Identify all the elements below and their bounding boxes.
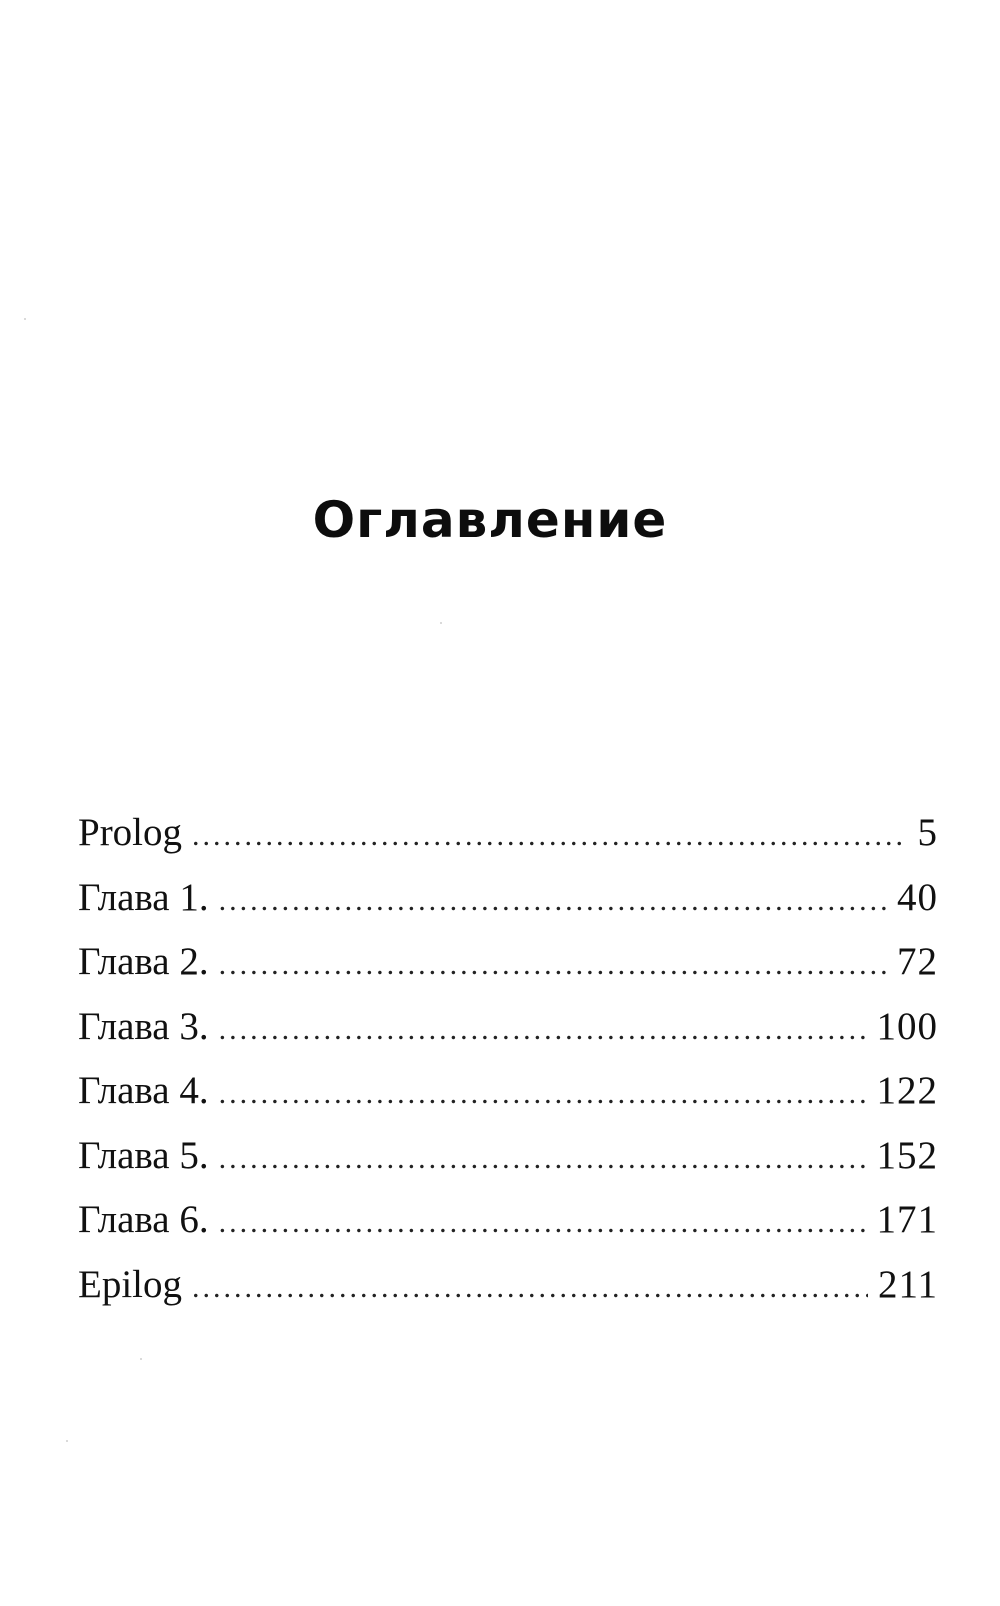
scan-speck bbox=[140, 1358, 142, 1360]
dot-leader bbox=[219, 1134, 867, 1184]
page-title: Оглавление bbox=[312, 491, 668, 549]
toc-entry-page-number: 40 bbox=[897, 875, 938, 919]
dot-leader bbox=[219, 1069, 867, 1119]
toc-entry-page-number: 152 bbox=[876, 1133, 938, 1177]
toc-entry-chapter-2[interactable] bbox=[78, 937, 938, 1002]
toc-entry-label: Глава 1. bbox=[78, 875, 209, 919]
toc-entry-page-number: 211 bbox=[877, 1262, 938, 1306]
dot-leader bbox=[219, 1005, 867, 1055]
toc-entry-chapter-4[interactable] bbox=[78, 1066, 938, 1131]
toc-entry-label: Prolog bbox=[78, 811, 183, 854]
toc-entry-page-number: 5 bbox=[917, 811, 938, 854]
toc-entry-page-number: 72 bbox=[897, 940, 938, 983]
dot-leader bbox=[219, 876, 887, 926]
toc-entry-chapter-5[interactable] bbox=[78, 1131, 938, 1196]
toc-entry-page-number: 122 bbox=[876, 1069, 938, 1112]
toc-entry-label: Epilog bbox=[78, 1262, 182, 1306]
dot-leader bbox=[192, 1263, 868, 1313]
toc-entry-label: Глава 4. bbox=[78, 1069, 209, 1112]
toc-entry-chapter-1[interactable] bbox=[78, 873, 938, 938]
scan-speck bbox=[24, 318, 26, 320]
scan-speck bbox=[66, 1440, 68, 1442]
table-of-contents bbox=[78, 808, 938, 1324]
toc-entry-chapter-6[interactable] bbox=[78, 1195, 938, 1260]
toc-entry-page-number: 100 bbox=[876, 1004, 938, 1048]
dot-leader bbox=[192, 811, 907, 861]
toc-entry-label: Глава 3. bbox=[78, 1004, 209, 1048]
toc-entry-prolog[interactable] bbox=[78, 808, 938, 873]
toc-entry-page-number: 171 bbox=[876, 1198, 938, 1241]
toc-entry-label: Глава 6. bbox=[78, 1198, 209, 1241]
toc-entry-label: Глава 5. bbox=[78, 1133, 209, 1177]
toc-entry-chapter-3[interactable] bbox=[78, 1002, 938, 1067]
toc-entry-epilog[interactable] bbox=[78, 1260, 938, 1325]
dot-leader bbox=[219, 940, 887, 990]
dot-leader bbox=[219, 1198, 867, 1248]
toc-entry-label: Глава 2. bbox=[78, 940, 209, 983]
scan-speck bbox=[440, 622, 442, 624]
